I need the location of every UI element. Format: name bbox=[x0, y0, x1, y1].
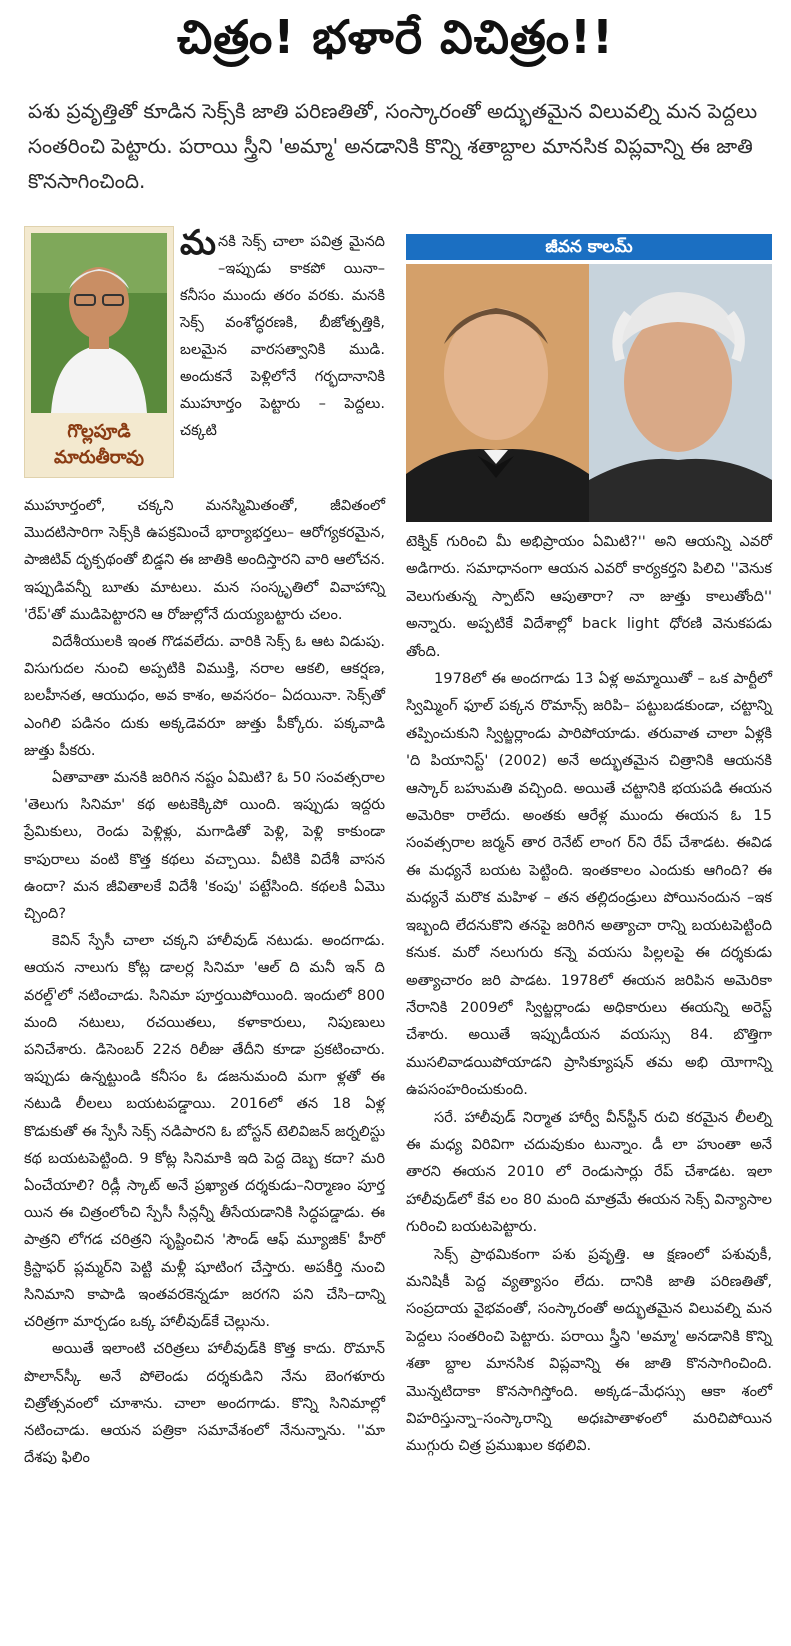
left-paragraph: కెవిన్ స్పేసీ చాలా చక్కని హాలీవుడ్ నటుడు. అందగాడు. ఆయన నాలుగు కోట్ల డాలర్ల సినిమా 'ఆల్ ది మనీ ఇన్ ది వరల్డ్'లో నటించాడు. సినిమా పూర్తయిపోయింది. ఇందులో 800 మంది నటులు, రచయితలు, కళాకారులు, నిపుణులు పనిచేశారు. డిసెంబర్ 22న రిలీజు తేదీని కూడా ప్రకటించారు. ఇప్పుడు ఉన్నట్టుండి కనీసం ఓ డజనుమంది మగా ళ్లతో ఈ నటుడి లీలలు బయటపడ్డాయి. 2016లో తన 18 ఏళ్ల కొడుకుతో ఈ స్పేసీ సెక్స్ నడిపారని ఓ బోస్టన్ టెలివిజన్ జర్నలిస్టు కథ బయటపెట్టింది. 9 కోట్ల సినిమాకి ఇది పెద్ద దెబ్బ కదా? మరి ఏంచేయాలి? రిడ్లీ స్కాట్ అనే ప్రఖ్యాత దర్శకుడు–నిర్మాణం పూర్త యిన ఈ చిత్రంలోంచి స్పేసీ సీన్లన్నీ తీసేయడానికి సిద్ధపడ్డాడు. ఈ పాత్రని లోగడ చరిత్రని సృష్టించిన 'సౌండ్ ఆఫ్ మ్యూజిక్' హీరో క్రిస్టాఫర్ ప్లమ్మర్‌ని పెట్టి మళ్లీ షూటింగ చేస్తారు. అపకీర్తి నుంచి సినిమాని కాపాడి ఇంతవరకెన్నడూ జరగని పని చేసి–దాన్ని చరిత్రగా మార్చడం ఒక్క హాలీవుడ్‌కే చెల్లును. bbox=[24, 932, 386, 1331]
author-photo bbox=[31, 233, 167, 413]
author-name bbox=[25, 419, 173, 471]
headline: చిత్రం! భళారే విచిత్రం!! bbox=[176, 10, 615, 64]
right-paragraph: 1978లో ఈ అందగాడు 13 ఏళ్ల అమ్మాయితో – ఒక పార్టీలో స్విమ్మింగ్ ఫూల్ పక్కన రొమాన్స్ జరిపి– పట్టుబడకుండా, చట్టాన్ని తప్పించుకుని స్విట్జర్లాండు పారిపోయాడు. తరువాత చాలా ఏళ్లకి 'ది పియానిస్ట్' (2002) అనే అద్భుతమైన చిత్రానికి ఆయనకి ఆస్కార్ బహుమతి వచ్చింది. అయితే చట్టానికి భయపడి ఈయన అమెరికా రాలేదు. అంతకు ఆరేళ్ల ముందు ఈయన ఓ 15 సంవత్సరాల జర్మన్ తార రెనేట్ లాంగ ర్‌ని రేప్ చేశాడట. ఈవిడ ఈ మధ్యనే బయట పెట్టింది. ఇంతకాలం ఎందుకు ఆగింది? ఈ మధ్యనే మరొక మహిళ – తన తల్లిదండ్రులు పోయినందున –ఇక ఇబ్బంది లేదనుకొని తనపై జరిగిన అత్యాచా రాన్ని బయటపెట్టింది కనుక. మరో నలుగురు కన్నె వయసు పిల్లలపై ఈ దర్శకుడు అత్యాచారం జరి పాడట. 1978లో ఈయన జరిపిన అమెరికా నేరానికి 2009లో స్విట్జర్లాండు అధికారులు ఈయన్ని అరెస్ట్ చేశారు. అయితే ఇప్పుడీయన వయస్సు 84. బొత్తిగా ముసలివాడయిపోయాడని ప్రాసిక్యూషన్ తమ అభి యోగాన్ని ఉపసంహరించుకుంది. bbox=[406, 670, 772, 1099]
author-name-line1: గొల్లపూడి bbox=[67, 421, 131, 442]
left-paragraph: ఏతావాతా మనకి జరిగిన నష్టం ఏమిటి? ఓ 50 సంవత్సరాల 'తెలుగు సినిమా' కథ అటకెక్కిపో యింది. ఇప్పుడు ఇద్దరు ప్రేమికులు, రెండు పెళ్లిళ్లు, మగాడితో పెళ్లి, పెళ్లి కాకుండా కాపురాలు వంటి కొత్త కథలు వచ్చాయి. వీటికి విదేశీ వాసన ఉందా? మన జీవితాలకే విదేశీ 'కంపు' పట్టేసింది. కథలకి ఏమొ చ్చింది? bbox=[24, 769, 385, 923]
author-name-line2: మారుతీరావు bbox=[53, 447, 145, 468]
author-box bbox=[24, 226, 174, 478]
right-paragraph: సరే. హాలీవుడ్ నిర్మాత హార్వీ వీన్‌స్టీన్ రుచి కరమైన లీలల్ని ఈ మధ్య విరివిగా చదువుకుం టున్నాం. డీ లా హుంతా అనే తారని ఈయన 2010 లో రెండుసార్లు రేప్ చేశాడట. ఇలా హాలీవుడ్‌లో కేవ లం 80 మంది మాత్రమే ఈయన సెక్స్ విన్యాసాల గురించి బయటపెట్టారు. bbox=[406, 1108, 772, 1236]
two-men-photo bbox=[406, 264, 772, 522]
article-photo bbox=[406, 264, 772, 522]
left-column-top bbox=[180, 223, 385, 444]
left-paragraph: అయితే ఇలాంటి చరిత్రలు హాలీవుడ్‌కి కొత్త కాదు. రొమాన్ పొలాన్‌స్కీ అనే పోలెండు దర్శకుడిని నేను బెంగళూరు చిత్రోత్సవంలో చూశాను. చాలా అందగాడు. కొన్ని సినిమాల్లో నటించాడు. ఆయన పత్రికా సమావేశంలో నేనున్నాను. ''మా దేశపు ఫిలిం bbox=[24, 1340, 385, 1467]
right-paragraph: టెక్నిక్ గురించి మీ అభిప్రాయం ఏమిటి?'' అని ఆయన్ని ఎవరో అడిగారు. సమాధానంగా ఆయన ఎవరో కార్యకర్తని పిలిచి ''వెనుక వెలుగుతున్న స్పాట్‌ని ఆపుతారా? నా జుత్తు కాలుతోంది'' అన్నారు. అప్పటికే విదేశాల్లో back light ధోరణి వెనుకపడు తోంది. bbox=[406, 533, 772, 660]
opening-text: నకి సెక్స్ చాలా పవిత్ర మైనది –ఇప్పుడు కాకపో యినా– కనీసం ముందు తరం వరకు. మనకి సెక్స్ వంశోద్ధరణకి, బీజోత్పత్తికి, బలమైన వారసత్వానికి ముడి. అందుకనే పెళ్లిలోనే గర్భదానానికి ముహూర్తం పెట్టారు – పెద్దలు. చక్కటి bbox=[180, 233, 385, 439]
left-paragraph: విదేశీయులకి ఇంత గొడవలేదు. వారికి సెక్స్ ఓ ఆట విడుపు. విసుగుదల నుంచి అప్పటికి విముక్తి, నరాల ఆకలి, ఆకర్షణ, బలహీనత, ఆయుధం, అవ కాశం, అవసరం– ఏదయినా. సెక్స్‌తో ఎంగిలి పడినం దుకు అక్కడెవరూ జుత్తు పీక్కోరు. పక్కవాడి జుత్తు పీకరు. bbox=[24, 633, 385, 759]
author-portrait-image bbox=[31, 233, 167, 413]
left-paragraph: ముహూర్తంలో, చక్కని మనస్మిమితంతో, జీవితంలో మొదటిసారిగా సెక్స్‌కి ఉపక్రమించే భార్యాభర్తలు– ఆరోగ్యకరమైన, పాజిటివ్ దృక్పథంతో బిడ్డని ఈ జాతికి అందిస్తారని వారి ఆలోచన. ఇప్పుడివన్నీ బూతు మాటలు. మన సంస్కృతిలో వివాహాన్ని 'రేప్'తో ముడిపెట్టారని ఆ రోజుల్లోనే దుయ్యబట్టారు చలం. bbox=[24, 497, 385, 623]
opening-paragraph bbox=[180, 223, 385, 444]
left-column bbox=[24, 492, 385, 1471]
dropcap: మ bbox=[180, 223, 216, 263]
column-title-banner: జీవన కాలమ్ bbox=[406, 234, 772, 260]
intro-deck: పశు ప్రవృత్తితో కూడిన సెక్స్‌కి జాతి పరిణతితో, సంస్కారంతో అద్భుతమైన విలువల్ని మన పెద్దలు సంతరించి పెట్టారు. పరాయి స్త్రీని 'అమ్మా' అనడానికి కొన్ని శతాబ్దాల మానసిక విప్లవాన్ని ఈ జాతి కొనసాగించింది. bbox=[28, 99, 758, 193]
right-column bbox=[406, 528, 772, 1460]
right-paragraph: సెక్స్ ప్రాథమికంగా పశు ప్రవృత్తి. ఆ క్షణంలో పశువుకీ, మనిషికీ పెద్ద వ్యత్యాసం లేదు. దానికి జాతి పరిణతితో, సంప్రదాయ వైభవంతో, సంస్కారంతో అద్భుతమైన విలువల్ని మన పెద్దలు సంతరించి పెట్టారు. పరాయి స్త్రీని 'అమ్మా' అనడానికి కొన్ని శతా బ్దాల మానసిక విప్లవాన్ని ఈ జాతి కొనసాగించింది. మొన్నటిదాకా కొనసాగిస్తోంది. అక్కడ–మేధస్సు ఆకా శంలో విహరిస్తున్నా–సంస్కారాన్ని అధఃపాతాళంలో మరిచిపోయిన ముగ్గురు చిత్ర ప్రముఖుల కథలివి. bbox=[406, 1245, 772, 1455]
